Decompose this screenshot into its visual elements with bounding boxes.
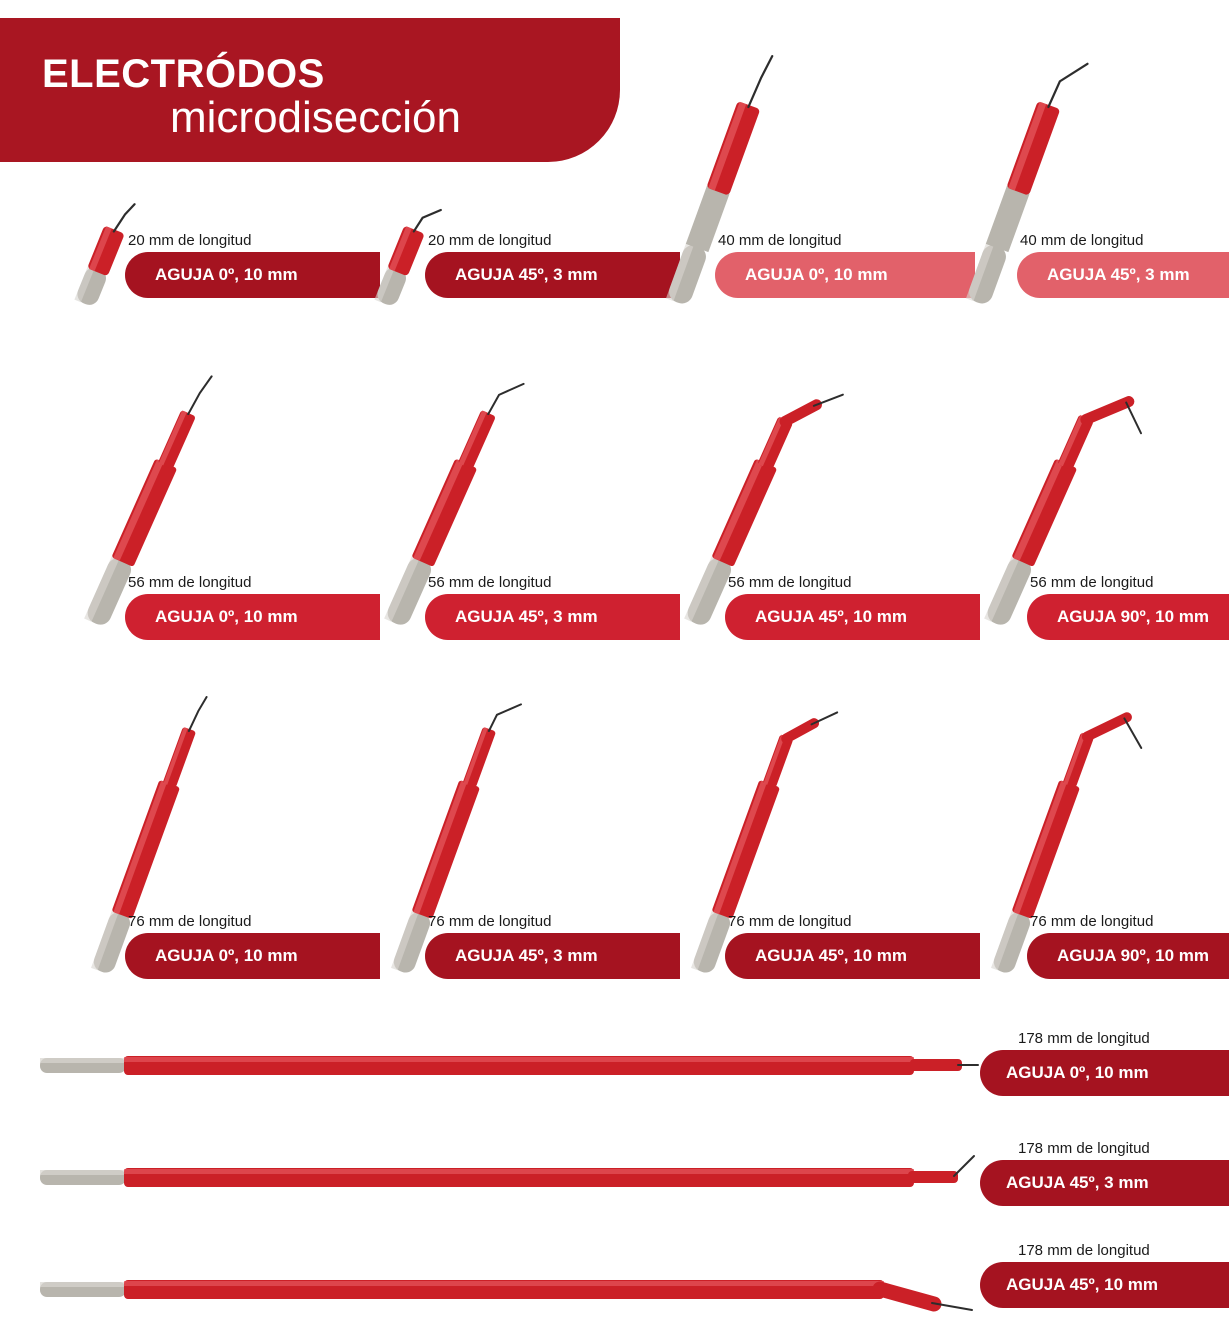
length-label-p6: 56 mm de longitud (428, 574, 552, 591)
product-name-p3: AGUJA 0º, 10 mm (745, 265, 888, 284)
product-card-p15[interactable] (0, 1232, 1229, 1324)
name-plate-p14[interactable] (980, 1160, 1229, 1206)
length-label-p15: 178 mm de longitud (1018, 1242, 1150, 1259)
product-name-p1: AGUJA 0º, 10 mm (155, 265, 298, 284)
name-plate-p12[interactable] (1027, 933, 1229, 979)
product-name-p12: AGUJA 90º, 10 mm (1057, 946, 1210, 965)
product-card-p14[interactable] (0, 1130, 1229, 1220)
product-name-p14: AGUJA 45º, 3 mm (1006, 1173, 1149, 1192)
name-plate-p8[interactable] (1027, 594, 1229, 640)
length-label-p2: 20 mm de longitud (428, 232, 552, 249)
product-name-p13: AGUJA 0º, 10 mm (1006, 1063, 1149, 1082)
product-name-p10: AGUJA 45º, 3 mm (455, 946, 598, 965)
length-label-p4: 40 mm de longitud (1020, 232, 1144, 249)
product-card-p1[interactable] (40, 190, 340, 325)
length-label-p14: 178 mm de longitud (1018, 1140, 1150, 1157)
product-name-p5: AGUJA 0º, 10 mm (155, 607, 298, 626)
length-label-p5: 56 mm de longitud (128, 574, 252, 591)
product-name-p4: AGUJA 45º, 3 mm (1047, 265, 1190, 284)
product-name-p9: AGUJA 0º, 10 mm (155, 946, 298, 965)
length-label-p1: 20 mm de longitud (128, 232, 252, 249)
name-plate-p4[interactable] (1017, 252, 1229, 298)
length-label-p11: 76 mm de longitud (728, 913, 852, 930)
length-label-p10: 76 mm de longitud (428, 913, 552, 930)
header-banner (0, 18, 620, 162)
product-card-p7[interactable] (630, 350, 930, 655)
product-name-p7: AGUJA 45º, 10 mm (755, 607, 908, 626)
page-subtitle: microdisección (170, 93, 461, 142)
name-plate-p13[interactable] (980, 1050, 1229, 1096)
length-label-p12: 76 mm de longitud (1030, 913, 1154, 930)
product-card-p9[interactable] (30, 680, 340, 995)
electrode-image-p15 (40, 1260, 980, 1310)
length-label-p13: 178 mm de longitud (1018, 1030, 1150, 1047)
length-label-p7: 56 mm de longitud (728, 574, 852, 591)
product-name-p2: AGUJA 45º, 3 mm (455, 265, 598, 284)
product-name-p8: AGUJA 90º, 10 mm (1057, 607, 1210, 626)
name-plate-p15[interactable] (980, 1262, 1229, 1308)
product-card-p2[interactable] (340, 190, 640, 325)
product-card-p4[interactable] (930, 40, 1229, 325)
product-name-p15: AGUJA 45º, 10 mm (1006, 1275, 1159, 1294)
product-card-p13[interactable] (0, 1020, 1229, 1110)
electrode-image-p13 (40, 1046, 980, 1086)
length-label-p9: 76 mm de longitud (128, 913, 252, 930)
electrode-image-p14 (40, 1148, 980, 1196)
product-card-p12[interactable] (930, 680, 1229, 995)
product-card-p8[interactable] (930, 350, 1229, 655)
product-card-p11[interactable] (630, 680, 930, 995)
page-title: ELECTRÓDOS (42, 52, 325, 96)
product-name-p11: AGUJA 45º, 10 mm (755, 946, 908, 965)
product-card-p5[interactable] (30, 350, 340, 655)
product-name-p6: AGUJA 45º, 3 mm (455, 607, 598, 626)
length-label-p3: 40 mm de longitud (718, 232, 842, 249)
product-card-p10[interactable] (330, 680, 630, 995)
length-label-p8: 56 mm de longitud (1030, 574, 1154, 591)
product-card-p3[interactable] (630, 40, 940, 325)
product-card-p6[interactable] (330, 350, 630, 655)
